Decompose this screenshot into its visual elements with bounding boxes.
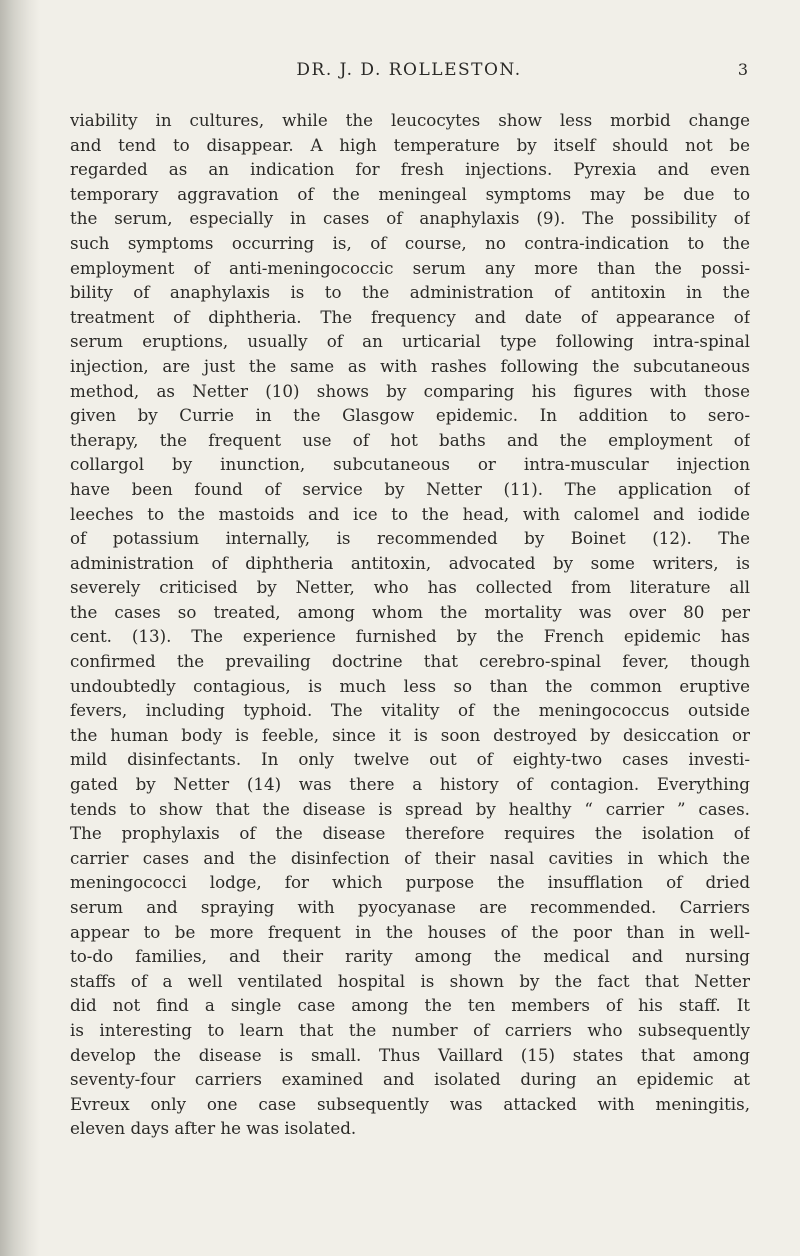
text-line: method, as Netter (10) shows by comparing his figures with those <box>70 380 750 401</box>
text-line: the human body is feeble, since it is soon destroyed by desiccation or <box>70 724 750 745</box>
text-line: the cases so treated, among whom the mortality was over 80 per <box>70 601 750 622</box>
text-line: confirmed the prevailing doctrine that cerebro-spinal fever, though <box>70 651 750 672</box>
page-binding-shadow <box>0 0 40 1256</box>
text-line: eleven days after he was isolated. <box>70 1118 357 1139</box>
text-line: to-do families, and their rarity among the medical and nursing <box>70 946 750 967</box>
text-line: temporary aggravation of the meningeal symptoms may be due to <box>70 183 750 204</box>
text-line: mild disinfectants. In only twelve out of eighty-two cases investi- <box>70 749 750 770</box>
text-line: carrier cases and the disinfection of their nasal cavities in which the <box>70 847 750 868</box>
text-line: regarded as an indication for fresh injections. Pyrexia and even <box>70 159 750 180</box>
text-line: collargol by inunction, subcutaneous or intra-muscular injection <box>70 454 750 475</box>
text-line: did not find a single case among the ten members of his staff. It <box>70 995 750 1016</box>
text-line: fevers, including typhoid. The vitality of the meningococcus outside <box>70 700 750 721</box>
text-line: is interesting to learn that the number of carriers who subsequently <box>70 1019 750 1040</box>
text-line: therapy, the frequent use of hot baths and the employment of <box>70 429 750 450</box>
text-line: given by Currie in the Glasgow epidemic. In addition to sero- <box>70 405 750 426</box>
text-line: undoubtedly contagious, is much less so than the common eruptive <box>70 675 750 696</box>
text-line: The prophylaxis of the disease therefore requires the isolation of <box>70 823 750 844</box>
text-line: develop the disease is small. Thus Vaillard (15) states that among <box>70 1044 750 1065</box>
text-line: and tend to disappear. A high temperature by itself should not be <box>70 134 750 155</box>
text-line: injection, are just the same as with rashes following the subcutaneous <box>70 355 750 376</box>
text-line: seventy-four carriers examined and isolated during an epidemic at <box>70 1069 750 1090</box>
running-title: DR. J. D. ROLLESTON. <box>296 60 522 80</box>
text-line: viability in cultures, while the leucocytes show less morbid change <box>70 110 750 130</box>
text-line: employment of anti-meningococcic serum any more than the possi- <box>70 257 750 278</box>
text-line: gated by Netter (14) was there a history of contagion. Everything <box>70 774 750 795</box>
text-line: of potassium internally, is recommended by Boinet (12). The <box>70 528 750 549</box>
page-number: 3 <box>737 60 748 79</box>
text-line: have been found of service by Netter (11). The application of <box>70 478 750 499</box>
text-line: serum and spraying with pyocyanase are recommended. Carriers <box>70 897 750 917</box>
text-line: cent. (13). The experience furnished by the French epidemic has <box>70 626 750 647</box>
text-line: serum eruptions, usually of an urticarial type following intra-spinal <box>70 331 750 352</box>
text-line: appear to be more frequent in the houses of the poor than in well- <box>70 921 750 942</box>
text-line: leeches to the mastoids and ice to the head, with calomel and iodide <box>70 503 750 524</box>
body-paragraph <box>70 108 750 1141</box>
text-line: bility of anaphylaxis is to the administration of antitoxin in the <box>70 282 750 303</box>
text-line: treatment of diphtheria. The frequency and date of appearance of <box>70 306 750 327</box>
text-line: severely criticised by Netter, who has collected from literature all <box>70 577 750 598</box>
text-line: administration of diphtheria antitoxin, advocated by some writers, is <box>70 552 750 573</box>
page-header <box>70 60 748 84</box>
text-line: staffs of a well ventilated hospital is shown by the fact that Netter <box>70 970 750 991</box>
text-line: the serum, especially in cases of anaphylaxis (9). The possibility of <box>70 208 750 229</box>
text-line: such symptoms occurring is, of course, no contra-indication to the <box>70 232 750 253</box>
text-line: Evreux only one case subsequently was attacked with meningitis, <box>70 1093 750 1114</box>
text-line: meningococci lodge, for which purpose the insufflation of dried <box>70 872 750 893</box>
text-line: tends to show that the disease is spread by healthy “ carrier ” cases. <box>70 798 750 819</box>
